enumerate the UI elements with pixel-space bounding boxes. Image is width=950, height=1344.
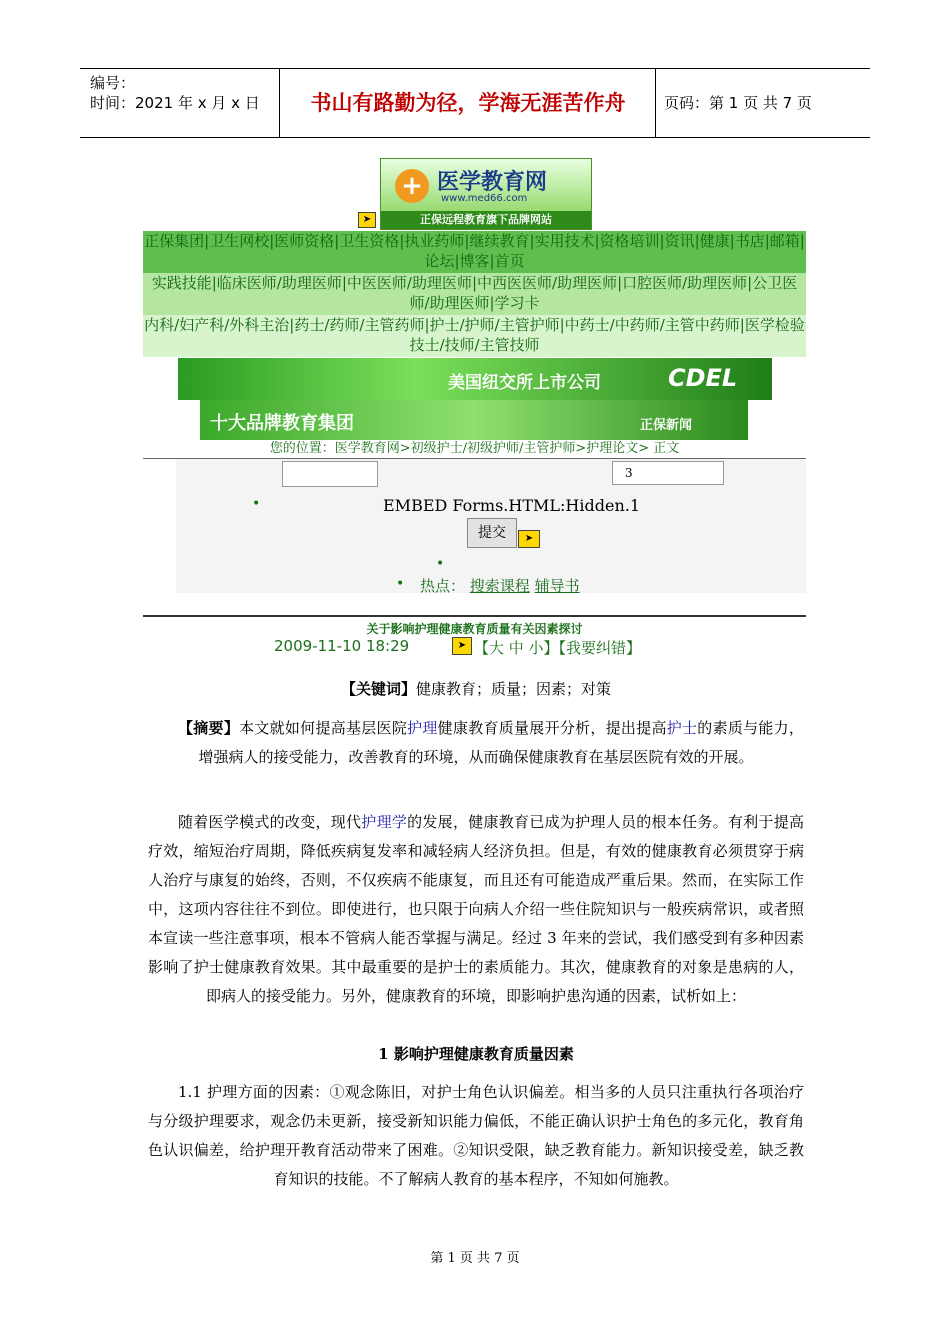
article-datetime: 2009-11-10 18:29 [274, 637, 410, 655]
breadcrumb[interactable]: 您的位置：医学教育网>初级护士/初级护师/主管护师>护理论文> 正文 [143, 440, 806, 459]
bullet-icon: • [436, 556, 445, 572]
keywords [148, 675, 804, 704]
nav-row-1[interactable]: 正保集团|卫生网校|医师资格|卫生资格|执业药师|继续教育|实用技术|资格培训|资讯|健康|书店|邮箱|论坛|博客|首页 [143, 231, 806, 273]
intro-text: 的发展，健康教育已成为护理人员的根本任务。有利于提高疗效，缩短治疗周期，降低疾病复发率和减轻病人经济负担。但是，有效的健康教育必须贯穿于病人治疗与康复的始终，否则，不仅疾病不能康复，而且还有可能造成严重后果。然而，在实际工作中，这项内容往往不到位。即使进行，也只限于向病人介绍一些住院知识与一般疾病常识，或者照本宣读一些注意事项，根本不管病人能否掌握与满足。经过 3 年来的尝试，我们感受到有多种因素影响了护士健康教育效果。其中最重要的是护士的素质能力。其次，健康教育的对象是患病的人，即病人的接受能力。另外，健康教育的环境，即影响护患沟通的因素，试析如上： [148, 813, 804, 1005]
nav-row-3[interactable]: 内科/妇产科/外科主治|药士/药师/主管药师|护士/护师/主管护师|中药士/中药师/主管中药师|医学检验技士/技师/主管技师 [143, 315, 806, 357]
intro-text: 随着医学模式的改变，现代 [178, 813, 362, 831]
section-heading: 1 影响护理健康教育质量因素 [378, 1045, 574, 1063]
arrow-icon: ➤ [518, 530, 540, 548]
link-nurse[interactable]: 护士 [666, 719, 698, 737]
nav-row-2[interactable]: 实践技能|临床医师/助理医师|中医医师/助理医师|中西医医师/助理医师|口腔医师/助理医师|公卫医师/助理医师|学习卡 [143, 273, 806, 315]
section-1-1: 1.1 护理方面的因素：①观念陈旧，对护士角色认识偏差。相当多的人员只注重执行各项治疗与分级护理要求，观念仍未更新，接受新知识能力偏低，不能正确认识护士角色的多元化，教育角色认识偏差，给护理开教育活动带来了困难。②知识受限，缺乏教育能力。新知识接受差，缺乏教育知识的技能。不了解病人教育的基本程序，不知如何施教。 [148, 1083, 804, 1188]
banner-cdel-brand: CDEL [668, 364, 738, 392]
submit-button[interactable]: 提交 [467, 518, 517, 548]
logo-tagline: 正保远程教育旗下品牌网站 [381, 211, 591, 229]
time-label: 时间：2021 年 x 月 x 日 [90, 94, 260, 112]
abstract [148, 714, 804, 772]
search-input[interactable] [282, 461, 378, 487]
logo-name: 医学教育网 [437, 170, 548, 195]
number-label: 编号： [90, 74, 136, 92]
bullet-icon: • [252, 496, 261, 512]
page-header [80, 68, 870, 138]
arrow-icon: ➤ [358, 212, 376, 228]
hot-label: 热点： [420, 577, 466, 595]
keywords-label: 【关键词】 [340, 680, 416, 698]
article-title: 关于影响护理健康教育质量有关因素探讨 [366, 622, 583, 636]
abstract-text: 本文就如何提高基层医院 [239, 719, 408, 737]
hot-link-books[interactable]: 辅导书 [534, 577, 580, 595]
link-nursing[interactable]: 护理 [407, 719, 438, 737]
banner-news-text: 正保新闻 [640, 418, 693, 433]
page-footer: 第 1 页 共 7 页 [430, 1251, 520, 1266]
banner-cdel[interactable] [178, 358, 772, 400]
header-motto: 书山有路勤为径，学海无涯苦作舟 [281, 69, 656, 137]
embed-placeholder: EMBED Forms.HTML:Hidden.1 [383, 496, 641, 515]
divider [143, 615, 806, 617]
banner-cdel-text: 美国纽交所上市公司 [448, 373, 601, 393]
banner-brand-text: 十大品牌教育集团 [210, 413, 354, 434]
font-size-controls[interactable]: 【大 中 小】【我要纠错】 [474, 639, 642, 657]
select-field[interactable]: 3 [612, 461, 724, 485]
banner-brand-group[interactable] [200, 400, 748, 440]
arrow-icon: ➤ [452, 637, 472, 655]
logo-url: www.med66.com [441, 193, 528, 204]
header-page-info: 页码：第 1 页 共 7 页 [664, 94, 812, 112]
link-nursing-science[interactable]: 护理学 [361, 813, 408, 831]
keywords-text: 健康教育；质量；因素；对策 [416, 680, 612, 698]
header-meta [80, 69, 280, 137]
abstract-label: 【摘要】 [178, 719, 240, 737]
hot-links [420, 575, 580, 596]
bullet-icon: • [396, 576, 405, 592]
cross-icon: + [395, 169, 429, 203]
site-logo[interactable] [380, 158, 592, 230]
hot-link-search-courses[interactable]: 搜索课程 [469, 577, 530, 595]
abstract-text: 健康教育质量展开分析，提出提高 [437, 719, 667, 737]
intro-paragraph [148, 808, 804, 1011]
abstract-text: 的素质与能力，增强病人的接受能力，改善教育的环境，从而确保健康教育在基层医院有效的开展。 [198, 719, 804, 766]
